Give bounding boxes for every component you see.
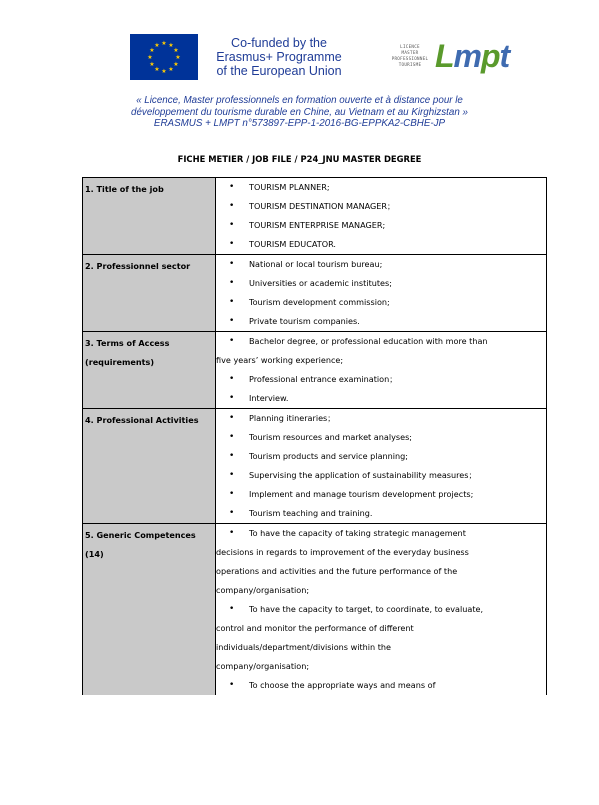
eu-text-line3: of the European Union [216, 64, 342, 78]
section-row [83, 409, 547, 524]
section-label-line: 5. Generic Competences [85, 530, 196, 540]
section-label [83, 255, 216, 332]
section-row [83, 332, 547, 409]
section-label [83, 178, 216, 255]
svg-text:★: ★ [161, 40, 167, 47]
svg-text:★: ★ [147, 54, 153, 61]
eu-text-line1: Co-funded by the [231, 36, 327, 50]
section-label [83, 409, 216, 524]
list-item-continuation: control and monitor the performance of different [216, 623, 414, 633]
section-list [216, 332, 542, 408]
section-content [216, 332, 547, 409]
lmpt-logo [387, 38, 517, 80]
list-item: • Supervising the application of sustainability measures； [226, 466, 542, 485]
section-list [226, 409, 542, 523]
lmpt-small-line4: TOURISME [398, 62, 422, 67]
lmpt-small-line3: PROFESSIONNEL [391, 56, 429, 61]
list-item: • National or local tourism bureau; [226, 255, 542, 274]
page-header [0, 34, 599, 86]
list-item: • TOURISM EDUCATOR. [226, 235, 542, 254]
section-list [226, 178, 542, 254]
svg-text:★: ★ [154, 42, 160, 49]
list-item: • To choose the appropriate ways and means of [226, 676, 542, 695]
document-title: FICHE METIER / JOB FILE / P24_JNU MASTER DEGREE [177, 154, 422, 164]
svg-text:★: ★ [168, 42, 174, 49]
section-label-line: (14) [85, 549, 104, 559]
list-item: • Tourism development commission; [226, 293, 542, 312]
list-item: • Interview. [226, 389, 542, 408]
lmpt-small-line1: LICENCE [400, 44, 420, 49]
section-content [216, 524, 547, 696]
list-item: • Bachelor degree, or professional education with more than [226, 332, 542, 351]
eu-flag-icon [130, 34, 198, 80]
svg-text:★: ★ [149, 61, 155, 68]
list-item: • Tourism teaching and training. [226, 504, 542, 523]
list-item: • Tourism products and service planning; [226, 447, 542, 466]
list-item-continuation: operations and activities and the future performance of the [216, 566, 458, 576]
section-row [83, 178, 547, 255]
svg-text:★: ★ [168, 66, 174, 73]
subtitle-line2: développement du tourisme durable en Chine, au Vietnam et au Kirghizstan » [131, 106, 468, 118]
section-row [83, 524, 547, 696]
section-label-line: 1. Title of the job [85, 184, 164, 194]
section-label-line: 4. Professional Activities [85, 415, 199, 425]
lmpt-small-line2: MASTER [401, 50, 419, 55]
section-label-line: 2. Professionnel sector [85, 261, 191, 271]
list-item: • Tourism resources and market analyses; [226, 428, 542, 447]
section-row [83, 255, 547, 332]
list-item: • Private tourism companies. [226, 312, 542, 331]
list-item-continuation: company/organisation; [216, 585, 310, 595]
svg-text:★: ★ [175, 54, 181, 61]
list-item: • Planning itineraries； [226, 409, 542, 428]
section-list [226, 255, 542, 331]
section-content [216, 409, 547, 524]
list-item-continuation: company/organisation; [216, 661, 310, 671]
list-item-continuation: individuals/department/divisions within the [216, 642, 391, 652]
section-content [216, 178, 547, 255]
section-list [216, 524, 542, 695]
lmpt-logo-small-text [387, 44, 433, 68]
section-label [83, 524, 216, 696]
section-label-line: (requirements) [85, 357, 155, 367]
lmpt-logo-mark: Lmpt [435, 38, 510, 74]
svg-text:★: ★ [161, 68, 167, 75]
section-content [216, 255, 547, 332]
list-item: • Implement and manage tourism development projects; [226, 485, 542, 504]
list-item: • TOURISM ENTERPRISE MANAGER; [226, 216, 542, 235]
list-item: • To have the capacity of taking strategic management [226, 524, 542, 543]
project-subtitle [40, 95, 559, 130]
list-item: • TOURISM PLANNER; [226, 178, 542, 197]
eu-cofunded-text [204, 36, 354, 78]
svg-text:★: ★ [154, 66, 160, 73]
svg-text:★: ★ [173, 47, 179, 54]
section-label-line: 3. Terms of Access [85, 338, 170, 348]
list-item: • To have the capacity to target, to coordinate, to evaluate, [226, 600, 542, 619]
list-item: • Professional entrance examination； [226, 370, 542, 389]
list-item-continuation: five years’ working experience; [216, 355, 344, 365]
list-item-continuation: decisions in regards to improvement of the everyday business [216, 547, 469, 557]
job-file-table [82, 177, 547, 695]
list-item: • TOURISM DESTINATION MANAGER； [226, 197, 542, 216]
section-label [83, 332, 216, 409]
list-item: • Universities or academic institutes; [226, 274, 542, 293]
svg-text:★: ★ [173, 61, 179, 68]
job-file-table-body [83, 178, 547, 696]
eu-text-line2: Erasmus+ Programme [216, 50, 342, 64]
subtitle-line1: « Licence, Master professionnels en formation ouverte et à distance pour le [136, 95, 463, 106]
svg-text:★: ★ [149, 47, 155, 54]
subtitle-line3: ERASMUS + LMPT n°573897-EPP-1-2016-BG-EPPKA2-CBHE-JP [153, 118, 446, 129]
